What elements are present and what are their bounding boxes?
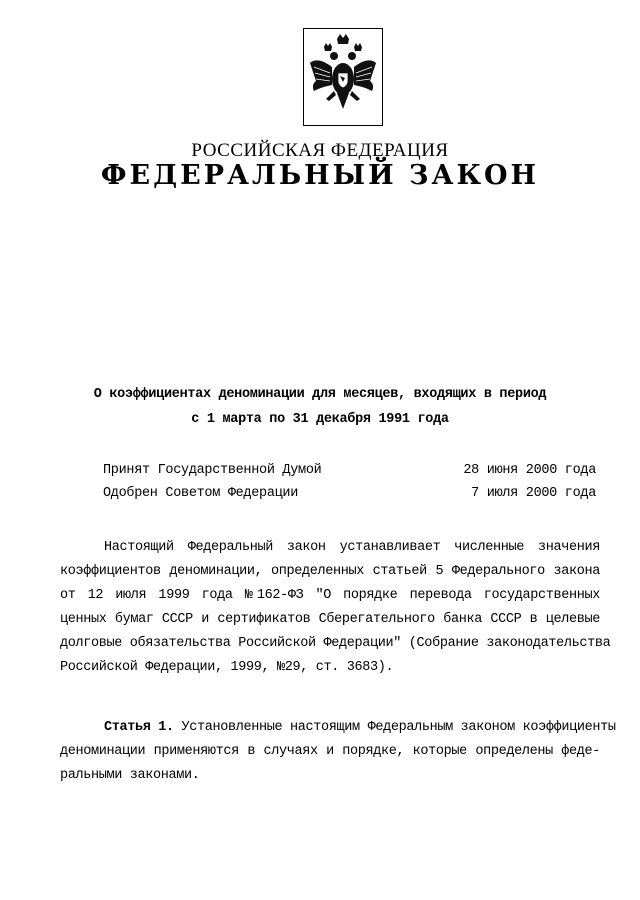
preamble-line: от 12 июля 1999 года №162-ФЗ "О порядке перевода государственных: [60, 588, 600, 603]
document-type-heading: ФЕДЕРАЛЬНЫЙ ЗАКОН: [100, 160, 540, 191]
duma-adoption-date: 28 июня 2000 года: [463, 463, 596, 478]
russian-coat-of-arms-icon: [304, 29, 382, 125]
article-1-heading: Статья 1.: [104, 720, 174, 735]
preamble-line: Российской Федерации, 1999, №29, ст. 3683).: [60, 660, 394, 675]
preamble-line: долговые обязательства Российской Федерации" (Собрание законодательства: [60, 636, 611, 651]
law-title-line-1: О коэффициентах деноминации для месяцев, входящих в период: [93, 387, 547, 402]
preamble-line: коэффициентов деноминации, определенных статьей 5 Федерального закона: [60, 564, 600, 579]
preamble-line: Настоящий Федеральный закон устанавливает численные значения: [104, 540, 600, 555]
duma-adoption-label: Принят Государственной Думой: [103, 463, 322, 478]
preamble-line: ценных бумаг СССР и сертификатов Сберегательного банка СССР в целевые: [60, 612, 600, 627]
article-1-paragraph: [60, 716, 616, 788]
article-1-first-line: [60, 716, 616, 740]
country-heading: РОССИЙСКАЯ ФЕДЕРАЦИЯ: [191, 140, 449, 161]
article-1-line: деноминации применяются в случаях и порядке, которые определены феде-: [60, 744, 600, 759]
preamble-paragraph: [60, 536, 611, 680]
article-1-line: ральными законами.: [60, 768, 200, 783]
article-1-line: Установленные настоящим Федеральным законом коэффициенты: [181, 720, 616, 735]
coat-of-arms-frame: [303, 28, 383, 126]
council-approval-date: 7 июля 2000 года: [471, 486, 596, 501]
law-title-line-2: с 1 марта по 31 декабря 1991 года: [191, 412, 449, 427]
council-approval-label: Одобрен Советом Федерации: [103, 486, 299, 501]
